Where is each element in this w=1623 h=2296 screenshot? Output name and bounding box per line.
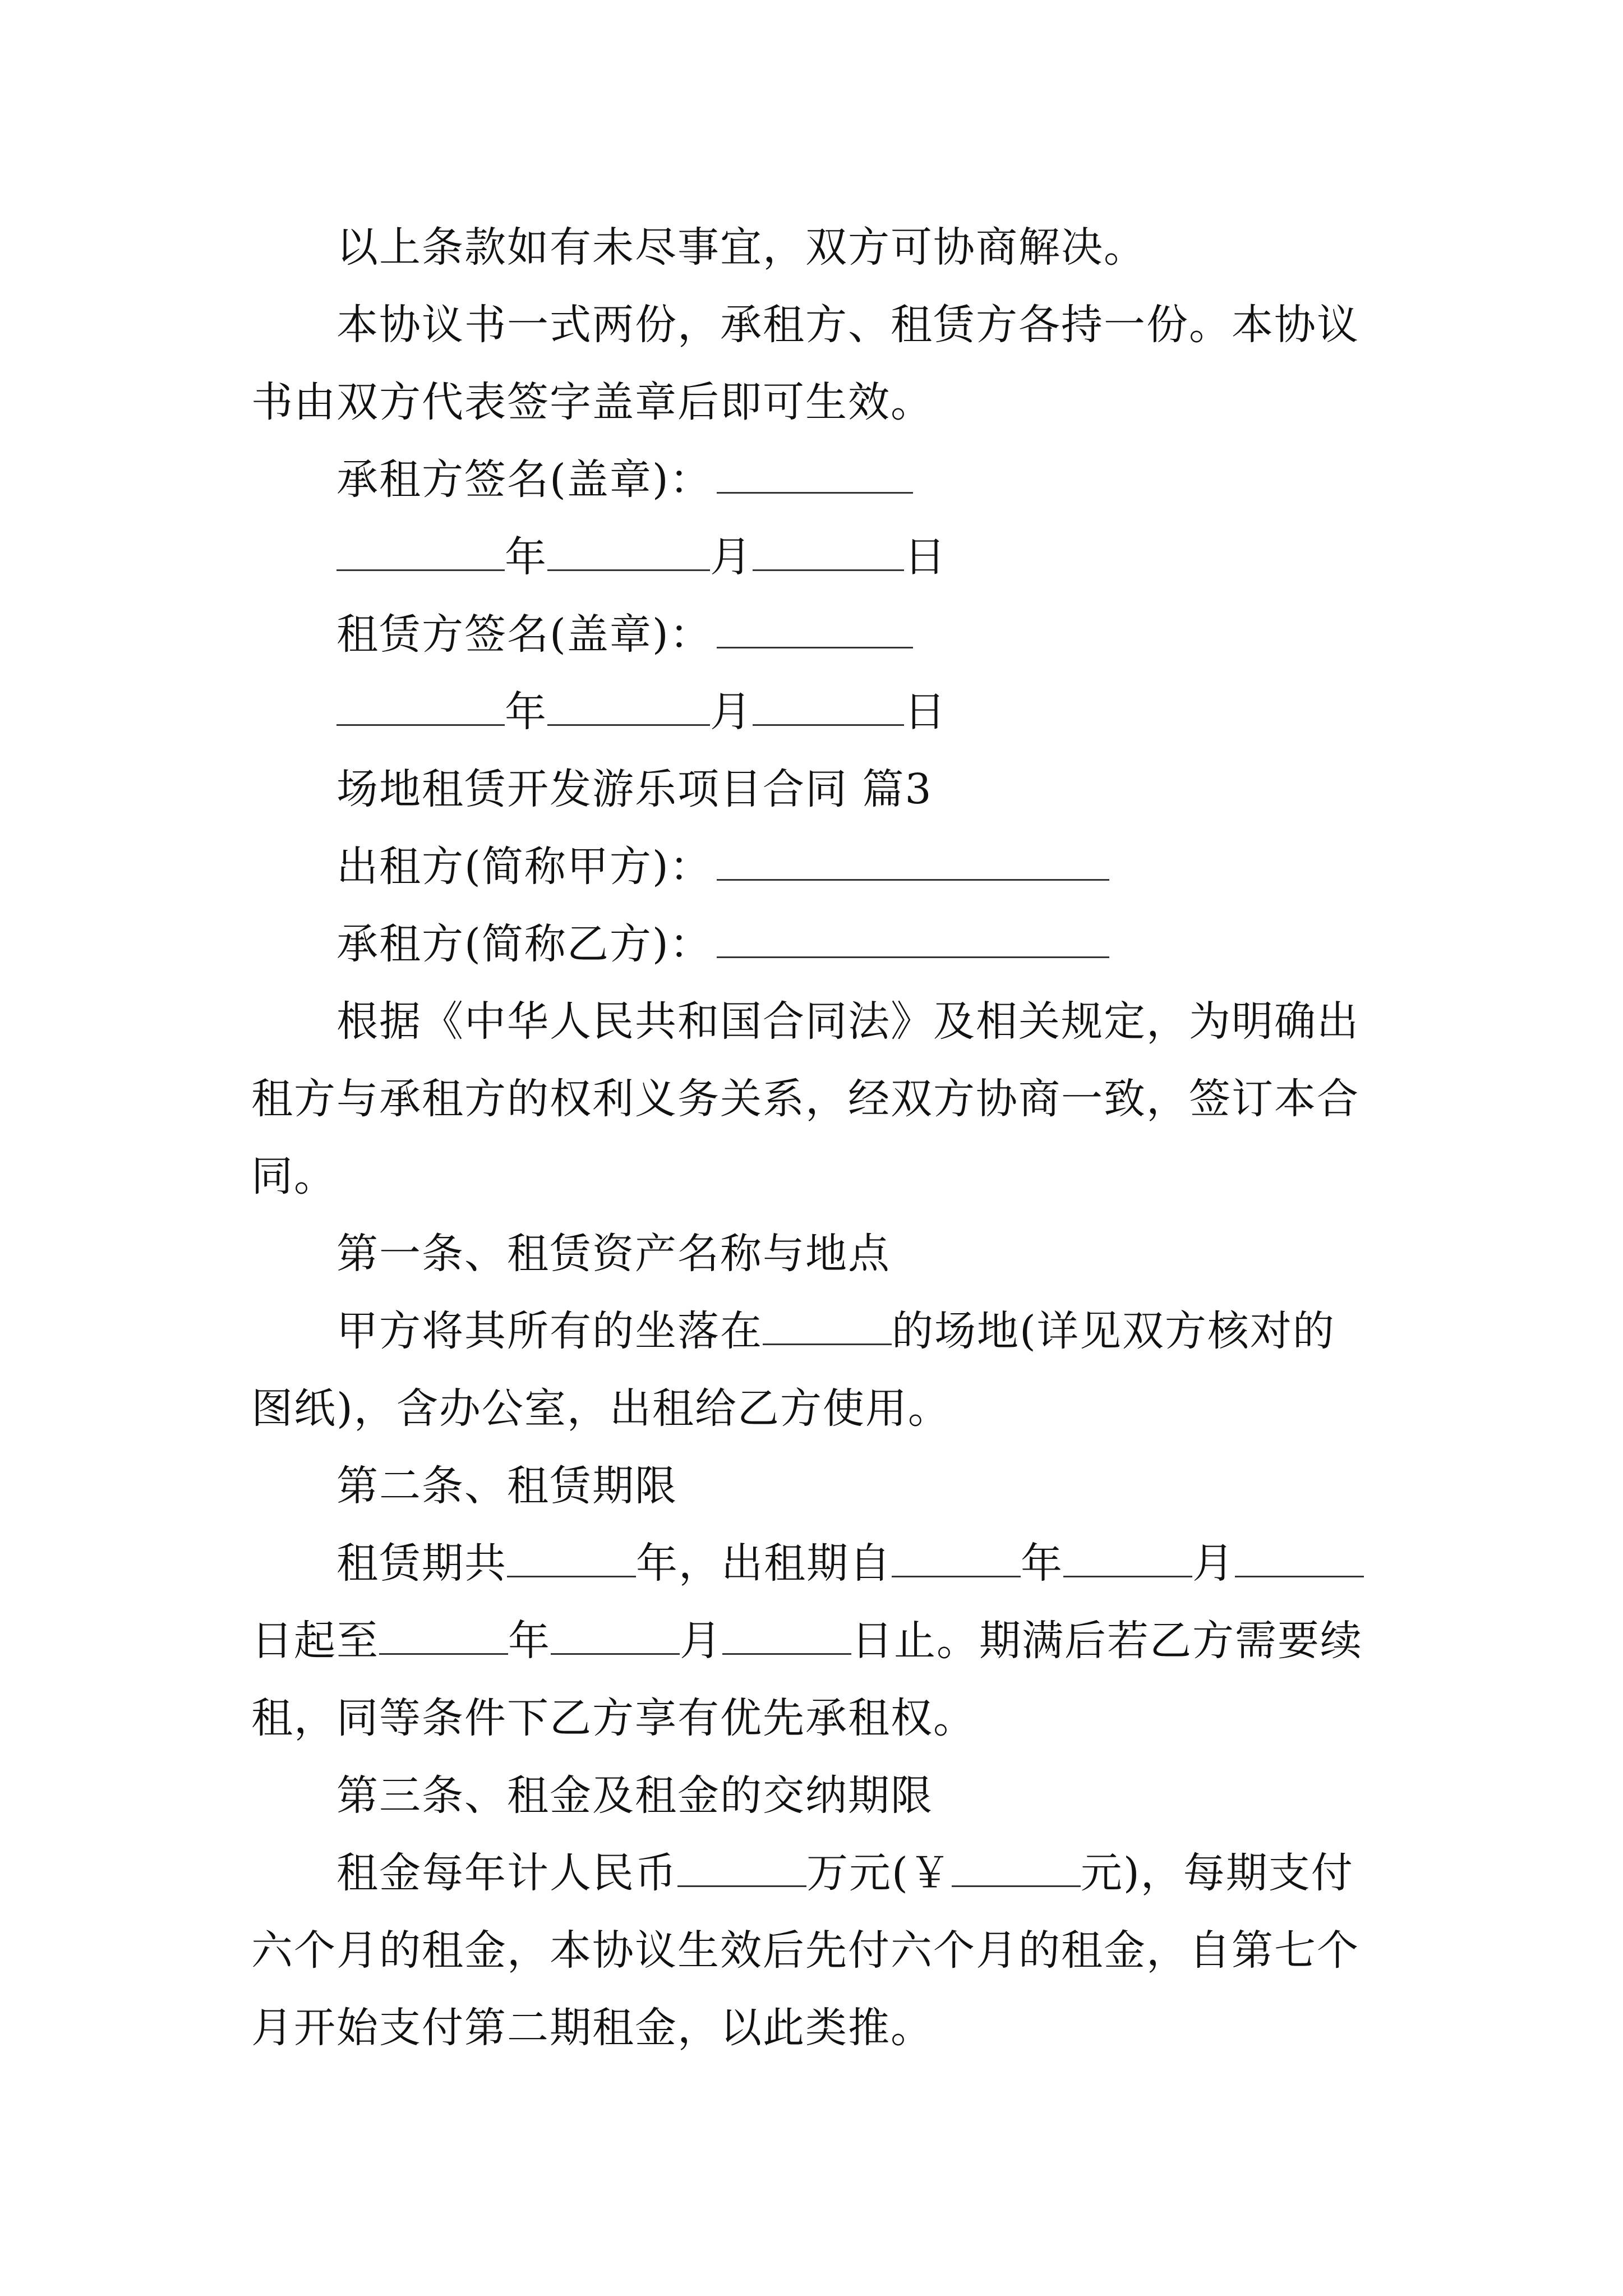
article3-line3: [251, 1989, 1384, 2067]
paragraph-copies-line2: [251, 364, 1384, 441]
section-title-text: 场地租赁开发游乐项目合同 篇3: [336, 765, 933, 813]
article2-line3: [251, 1680, 1384, 1757]
lessor-signature-label: 租赁方签名(盖章)：: [336, 610, 712, 659]
article1-line2: [251, 1370, 1384, 1447]
term-years-blank: [507, 1541, 636, 1577]
paragraph-negotiation: [251, 209, 1384, 286]
lessor-signature-line: [251, 596, 1384, 673]
location-blank: [763, 1309, 892, 1345]
paragraph-text: 月开始支付第二期租金，以此类推。: [251, 2004, 933, 2052]
paragraph-text: 万元(￥: [806, 1849, 952, 1897]
party-blank: [717, 844, 1109, 881]
month-blank: [547, 535, 710, 571]
month-label: 月: [680, 1617, 722, 1665]
end-day-blank: [722, 1618, 851, 1655]
month-blank: [547, 689, 710, 726]
article3-line1: [251, 1834, 1384, 1912]
paragraph-text: 租金每年计人民币: [336, 1849, 677, 1897]
intro-line1: [251, 983, 1384, 1060]
lessor-date-line: [251, 673, 1384, 751]
year-blank: [336, 535, 505, 571]
paragraph-text: 的场地(详见双方核对的: [892, 1307, 1335, 1355]
paragraph-text: 根据《中华人民共和国合同法》及相关规定，为明确出: [336, 997, 1359, 1046]
lessee-signature-label: 承租方签名(盖章)：: [336, 455, 712, 504]
lessor-party-line: [251, 828, 1384, 905]
paragraph-text: 六个月的租金，本协议生效后先付六个月的租金，自第七个: [251, 1926, 1359, 1975]
year-label: 年: [505, 533, 547, 581]
paragraph-text: 书由双方代表签字盖章后即可生效。: [251, 378, 933, 426]
signature-blank: [717, 457, 913, 494]
year-label: 年: [1021, 1539, 1063, 1588]
intro-line3: [251, 1138, 1384, 1215]
start-year-blank: [892, 1541, 1021, 1577]
year-blank: [336, 689, 505, 726]
paragraph-text: 租方与承租方的权利义务关系，经双方协商一致，签订本合: [251, 1075, 1359, 1123]
paragraph-text: 甲方将其所有的坐落在: [336, 1307, 763, 1355]
party-blank: [717, 922, 1109, 958]
paragraph-text: 年，出租期自: [636, 1539, 892, 1588]
section-title: [251, 751, 1384, 828]
paragraph-text: 日止。期满后若乙方需要续: [851, 1617, 1363, 1665]
paragraph-text: 租赁期共: [336, 1539, 507, 1588]
paragraph-text: 同。: [251, 1152, 336, 1200]
paragraph-text: 元)，每期支付: [1080, 1849, 1354, 1897]
lessee-signature-line: [251, 441, 1384, 518]
end-month-blank: [551, 1618, 680, 1655]
article2-line2: [251, 1602, 1384, 1680]
lessor-party-label: 出租方(简称甲方)：: [336, 843, 712, 891]
paragraph-text: 本协议书一式两份，承租方、租赁方各持一份。本协议: [336, 301, 1359, 349]
paragraph-text: 图纸)，含办公室，出租给乙方使用。: [251, 1384, 951, 1433]
start-day-blank: [1235, 1541, 1364, 1577]
article3-title: [251, 1757, 1384, 1834]
document-body: [251, 209, 1384, 2067]
month-label: 月: [710, 533, 753, 581]
day-label: 日: [904, 688, 947, 736]
paragraph-text: 以上条款如有未尽事宜，双方可协商解决。: [336, 223, 1146, 272]
lessee-date-line: [251, 518, 1384, 596]
article-title-text: 第三条、租金及租金的交纳期限: [336, 1772, 933, 1820]
paragraph-copies-line1: [251, 286, 1384, 364]
article2-title: [251, 1447, 1384, 1525]
article1-title: [251, 1215, 1384, 1292]
rent-amount-blank: [677, 1851, 806, 1887]
paragraph-text: 日起至: [251, 1617, 379, 1665]
lessee-party-label: 承租方(简称乙方)：: [336, 920, 712, 968]
lessee-party-line: [251, 905, 1384, 983]
article1-line1: [251, 1292, 1384, 1370]
day-label: 日: [904, 533, 947, 581]
day-blank: [753, 535, 904, 571]
signature-blank: [717, 612, 913, 648]
paragraph-text: 租，同等条件下乙方享有优先承租权。: [251, 1694, 976, 1742]
article-title-text: 第一条、租赁资产名称与地点: [336, 1230, 891, 1278]
year-label: 年: [505, 688, 547, 736]
end-year-blank: [379, 1618, 508, 1655]
start-month-blank: [1063, 1541, 1192, 1577]
article-title-text: 第二条、租赁期限: [336, 1462, 677, 1510]
article2-line1: [251, 1525, 1384, 1602]
month-label: 月: [710, 688, 753, 736]
rent-yuan-blank: [952, 1851, 1081, 1887]
day-blank: [753, 689, 904, 726]
month-label: 月: [1192, 1539, 1235, 1588]
article3-line2: [251, 1912, 1384, 1989]
year-label: 年: [508, 1617, 551, 1665]
intro-line2: [251, 1060, 1384, 1138]
